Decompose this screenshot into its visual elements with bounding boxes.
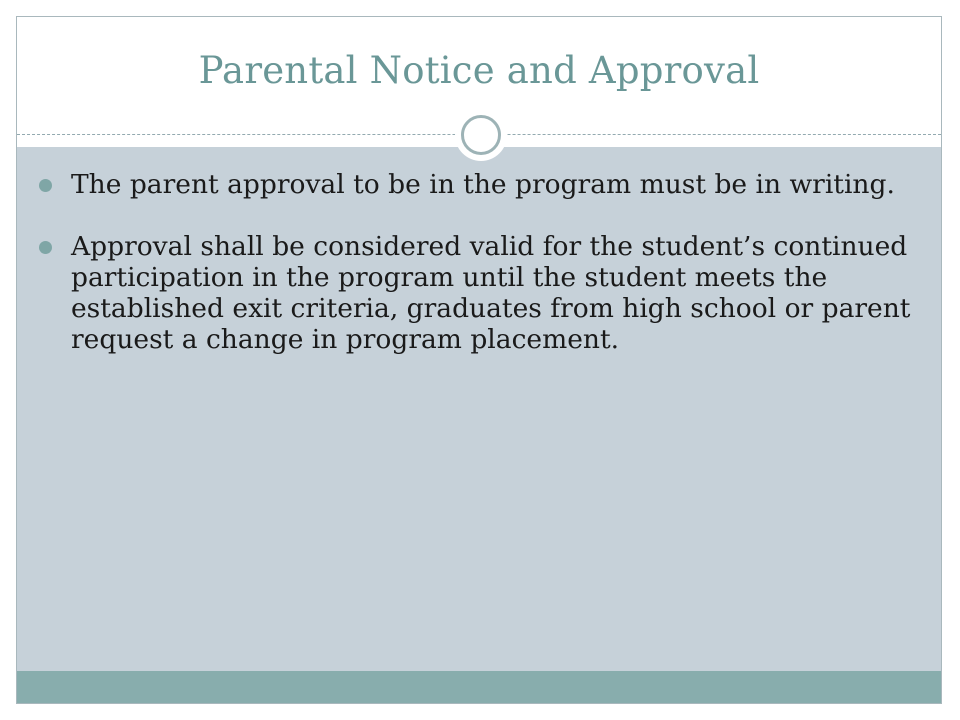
slide: [16, 16, 942, 704]
circle-ring-icon: [461, 115, 501, 155]
bullet-text: The parent approval to be in the program must be in writing.: [71, 169, 895, 200]
circle-ornament-icon: [455, 109, 507, 161]
bullet-item: [39, 169, 919, 200]
bullet-list: [39, 169, 919, 386]
bottom-band: [17, 671, 941, 703]
slide-title: Parental Notice and Approval: [198, 49, 760, 92]
bullet-dot-icon: [39, 179, 52, 192]
bullet-item: [39, 231, 919, 355]
bullet-text: Approval shall be considered valid for the student’s continued participation in the program until the student meets the established exit criteria, graduates from high school or parent request a change in program placement.: [71, 231, 911, 355]
bullet-dot-icon: [39, 241, 52, 254]
